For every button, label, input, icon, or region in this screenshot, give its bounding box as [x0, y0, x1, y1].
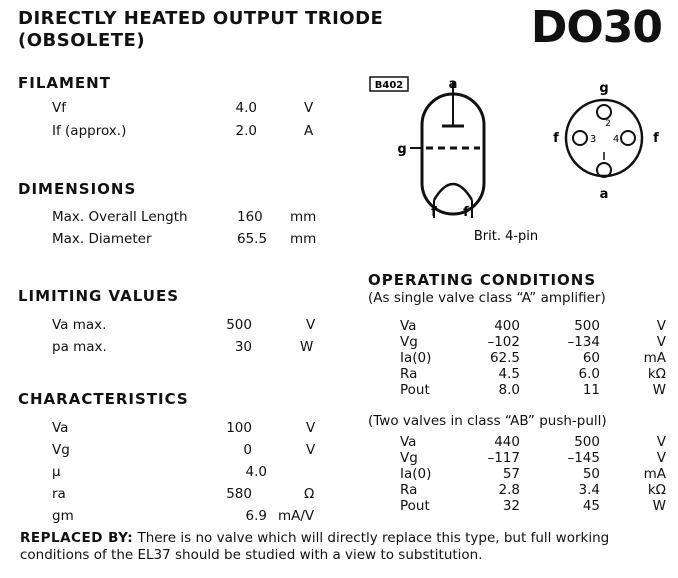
op1-row-unit: W: [652, 382, 666, 398]
dimensions-heading: DIMENSIONS: [18, 180, 137, 198]
replaced-by-label: REPLACED BY:: [20, 530, 134, 546]
limiting-row-val: 500: [226, 317, 252, 333]
op2-row-v2: –145: [567, 450, 600, 466]
op2-row-v2: 45: [582, 498, 600, 514]
base-circle: [566, 100, 642, 176]
base-type-label: Brit. 4-pin: [473, 229, 539, 244]
op1-row-unit: V: [656, 318, 666, 334]
op1-row-v1: 8.0: [498, 382, 520, 398]
op2-row-unit: mA: [643, 466, 666, 482]
filament-row-val: 2.0: [235, 123, 257, 139]
char-row-val: 6.9: [245, 508, 267, 524]
op1-row-v1: –102: [487, 334, 520, 350]
op1-row-v1: 400: [494, 318, 520, 334]
op2-row-sym: Ia(0): [400, 466, 432, 482]
pin-right: [621, 131, 635, 145]
char-row-unit: mA/V: [278, 508, 315, 524]
char-row-sym: μ: [52, 464, 61, 480]
char-row-sym: Va: [52, 420, 69, 436]
op2-row-v2: 3.4: [578, 482, 600, 498]
op1-row-unit: mA: [643, 350, 666, 366]
op2-row-v1: –117: [487, 450, 520, 466]
grid-label: g: [397, 142, 407, 157]
char-row-val: 100: [226, 420, 252, 436]
char-row-sym: gm: [52, 508, 74, 524]
filament-row-unit: A: [304, 123, 314, 139]
dimensions-row-val: 65.5: [237, 231, 268, 247]
pin-number-3: 3: [589, 134, 597, 145]
op2-row-v1: 2.8: [498, 482, 520, 498]
op1-row-v2: 60: [582, 350, 600, 366]
char-row-unit: Ω: [304, 486, 315, 502]
op1-row-sym: Vg: [400, 334, 418, 350]
pin-left: [573, 131, 587, 145]
pin-top: [597, 105, 611, 119]
operating-subheading-1: (As single valve class “A” amplifier): [368, 290, 606, 306]
pin-label-top: g: [599, 81, 609, 96]
pin-label-right: f: [653, 131, 659, 146]
op2-row-v2: 500: [574, 434, 600, 450]
anode-label: a: [448, 77, 458, 92]
op2-row-sym: Va: [400, 434, 417, 450]
filament-row-val: 4.0: [235, 100, 257, 116]
filament-row-sym: If (approx.): [52, 123, 127, 139]
replaced-by-text: There is no valve which will directly replace this type, but full working conditions of the EL37 should be studied with a view to substitution.: [20, 530, 610, 563]
limiting-row-val: 30: [234, 339, 252, 355]
op2-row-unit: V: [656, 434, 666, 450]
filament-label-2: f: [463, 205, 469, 220]
replaced-by-note: [20, 530, 668, 564]
filament-row-sym: Vf: [52, 100, 66, 116]
pin-label-bottom: a: [599, 187, 609, 202]
limiting-heading: LIMITING VALUES: [18, 287, 180, 305]
operating-subheading-2: (Two valves in class “AB” push-pull): [368, 413, 607, 429]
valve-diagram: [360, 70, 678, 250]
char-row-unit: V: [306, 442, 316, 458]
op1-row-sym: Ra: [400, 366, 418, 382]
valve-code: DO30: [530, 2, 662, 53]
op2-row-sym: Pout: [400, 498, 430, 514]
filament-heading: FILAMENT: [18, 74, 111, 92]
limiting-row-unit: W: [300, 339, 314, 355]
op1-row-unit: kΩ: [647, 366, 666, 382]
char-row-val: 4.0: [245, 464, 267, 480]
op2-row-v1: 57: [502, 466, 520, 482]
op1-row-v1: 62.5: [489, 350, 520, 366]
filament: [434, 184, 472, 200]
op1-row-sym: Ia(0): [400, 350, 432, 366]
op2-row-v1: 32: [502, 498, 520, 514]
op1-row-sym: Pout: [400, 382, 430, 398]
filament-row-unit: V: [304, 100, 314, 116]
dimensions-row-val: 160: [237, 209, 263, 225]
op1-row-v2: 11: [582, 382, 600, 398]
dimensions-row-sym: Max. Overall Length: [52, 209, 188, 225]
op2-row-sym: Vg: [400, 450, 418, 466]
char-row-sym: ra: [52, 486, 66, 502]
limiting-row-unit: V: [306, 317, 316, 333]
op2-row-v2: 50: [582, 466, 600, 482]
pin-number-2: 2: [605, 119, 611, 129]
dimensions-row-unit: mm: [290, 231, 317, 247]
dimensions-row-unit: mm: [290, 209, 317, 225]
char-row-sym: Vg: [52, 442, 70, 458]
char-row-unit: V: [306, 420, 316, 436]
op2-row-unit: W: [652, 498, 666, 514]
op2-row-unit: V: [656, 450, 666, 466]
operating-heading: OPERATING CONDITIONS: [368, 271, 597, 289]
char-row-val: 580: [226, 486, 252, 502]
filament-label-1: f: [431, 205, 437, 220]
op1-row-v2: –134: [567, 334, 600, 350]
characteristics-heading: CHARACTERISTICS: [18, 390, 189, 408]
op1-row-v1: 4.5: [498, 366, 520, 382]
op1-row-unit: V: [656, 334, 666, 350]
op1-row-sym: Va: [400, 318, 417, 334]
title-line-1: DIRECTLY HEATED OUTPUT TRIODE: [18, 8, 384, 29]
char-row-val: 0: [243, 442, 252, 458]
op1-row-v2: 500: [574, 318, 600, 334]
pin-number-4: 4: [612, 134, 620, 145]
pin-label-left: f: [553, 131, 559, 146]
op2-row-sym: Ra: [400, 482, 418, 498]
title-line-2: (OBSOLETE): [18, 30, 146, 51]
limiting-row-sym: Va max.: [52, 317, 107, 333]
op1-row-v2: 6.0: [578, 366, 600, 382]
op2-row-unit: kΩ: [647, 482, 666, 498]
op2-row-v1: 440: [494, 434, 520, 450]
dimensions-row-sym: Max. Diameter: [52, 231, 152, 247]
limiting-row-sym: pa max.: [52, 339, 107, 355]
diagram-code: B402: [374, 80, 404, 91]
